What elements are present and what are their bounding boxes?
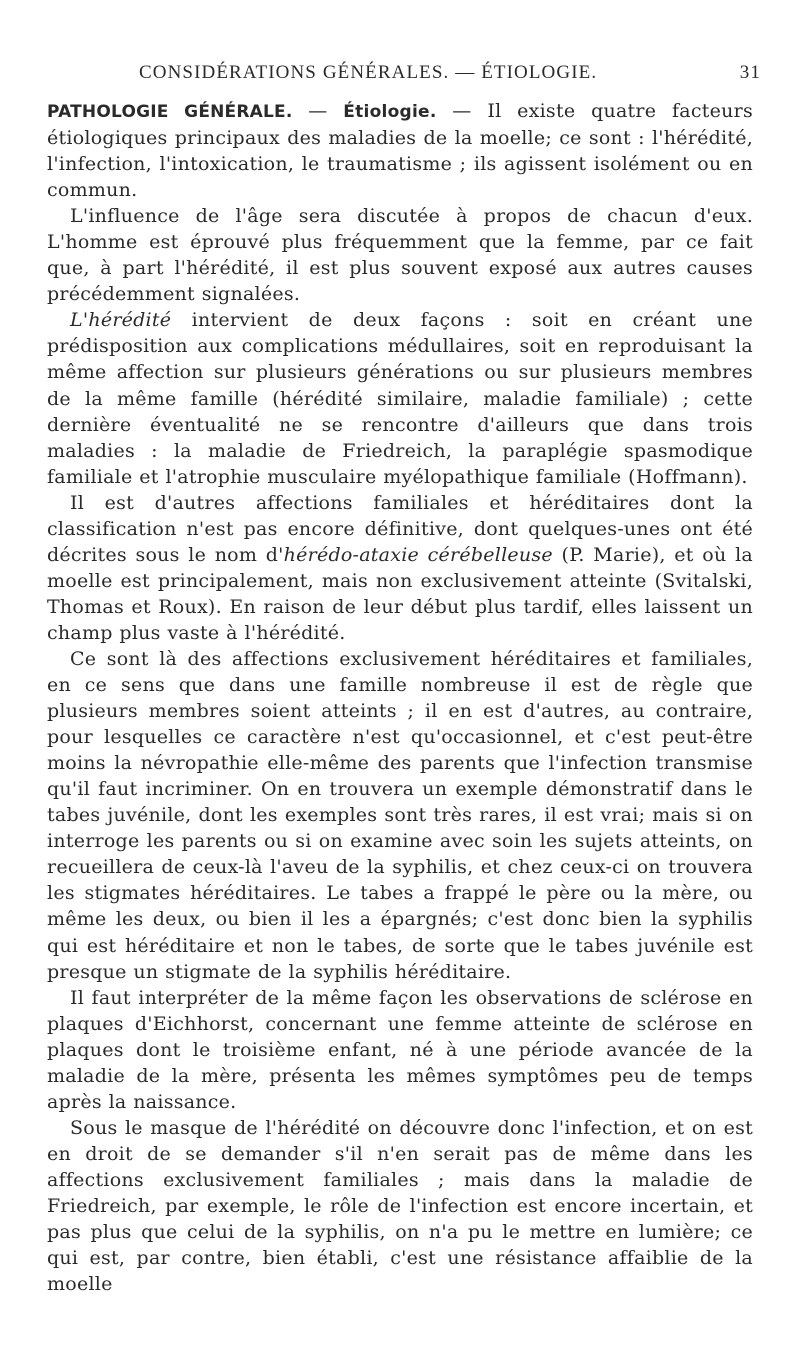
running-title: CONSIDÉRATIONS GÉNÉRALES. — ÉTIOLOGIE.: [139, 62, 598, 83]
running-header: [47, 58, 761, 94]
italic-term-heredo-ataxie: hérédo-ataxie cérébelleuse: [283, 543, 553, 566]
section-heading: PATHOLOGIE GÉNÉRALE.: [47, 102, 293, 122]
intro-text: Il existe quatre facteurs étiologiques principaux des maladies de la moelle; ce sont : l'hérédité, l'infection, l'intoxication, le traumatisme ; ils agissent isolément ou en commun.: [47, 100, 753, 202]
heading-separator-2: —: [436, 100, 488, 122]
paragraph-4: [47, 490, 753, 646]
paragraph-2: L'influence de l'âge sera discutée à propos de chacun d'eux. L'homme est éprouvé plus fréquemment que la femme, par ce fait que, à part l'hérédité, il est plus souvent exposé aux autres causes précédemment signalées.: [47, 205, 753, 306]
paragraph-4-before: Il est d'autres affections familiales et héréditaires dont la classification n'est pas encore définitive, dont quelques-unes ont été décrites sous le nom d': [47, 491, 753, 566]
paragraph-6: Il faut interpréter de la même façon les observations de sclérose en plaques d'Eichhorst, concernant une femme atteinte de sclérose en plaques dont le troisième enfant, né à une période avancée de la maladie de la mère, présenta les mêmes symptômes peu de temps après la naissance.: [47, 986, 753, 1113]
italic-term-heredite: L'hérédité: [70, 309, 172, 332]
paragraph-5: Ce sont là des affections exclusivement héréditaires et familiales, en ce sens que dans une famille nombreuse il est de règle que plusieurs membres soient atteints ; il en est d'autres, au contraire, pour lesquelles ce caractère n'est qu'occasionnel, et c'est peut-être moins la névropathie elle-même des parents que l'infection transmise qu'il faut incriminer. On en trouvera un exemple démonstratif dans le tabes juvénile, dont les exemples sont très rares, il est vrai; mais si on interroge les parents ou si on examine avec soin les sujets atteints, on recueillera de ceux-là l'aveu de la syphilis, et chez ceux-ci on trouvera les stigmates héréditaires. Le tabes a frappé le père ou la mère, ou même les deux, ou bien il les a épargnés; c'est donc bien la syphilis qui est héréditaire et non le tabes, de sorte que le tabes juvénile est presque un stigmate de la syphilis héréditaire.: [47, 647, 753, 983]
paragraph-3: [47, 307, 753, 489]
paragraph-7: Sous le masque de l'hérédité on découvre donc l'infection, et on est en droit de se demander s'il n'en serait pas de même dans les affections exclusivement familiales ; mais dans la maladie de Friedreich, par exemple, le rôle de l'infection est encore incertain, et pas plus que celui de la syphilis, on n'a pu le mettre en lumière; ce qui est, par contre, bien établi, c'est une résistance affaiblie de la moelle: [47, 1116, 753, 1296]
book-page: [47, 58, 761, 1297]
page-number: 31: [739, 62, 761, 83]
paragraph-4-after: (P. Marie), et où la moelle est principalement, mais non exclusivement atteinte (Svitalski, Thomas et Roux). En raison de leur début plus tardif, elles laissent un champ plus vaste à l'hérédité.: [47, 543, 753, 644]
body-text: [47, 98, 753, 1297]
subsection-heading: Étiologie.: [343, 102, 437, 122]
paragraph-3-text: intervient de deux façons : soit en créant une prédisposition aux complications médullaires, soit en reproduisant la même affection sur plusieurs générations ou sur plusieurs membres de la même famille (hérédité similaire, maladie familiale) ; cette dernière éventualité ne se rencontre d'ailleurs que dans trois maladies : la maladie de Friedreich, la paraplégie spasmodique familiale et l'atrophie musculaire myélopathique familiale (Hoffmann).: [47, 309, 753, 488]
paragraph-1: [47, 98, 753, 203]
heading-separator: —: [292, 100, 344, 122]
